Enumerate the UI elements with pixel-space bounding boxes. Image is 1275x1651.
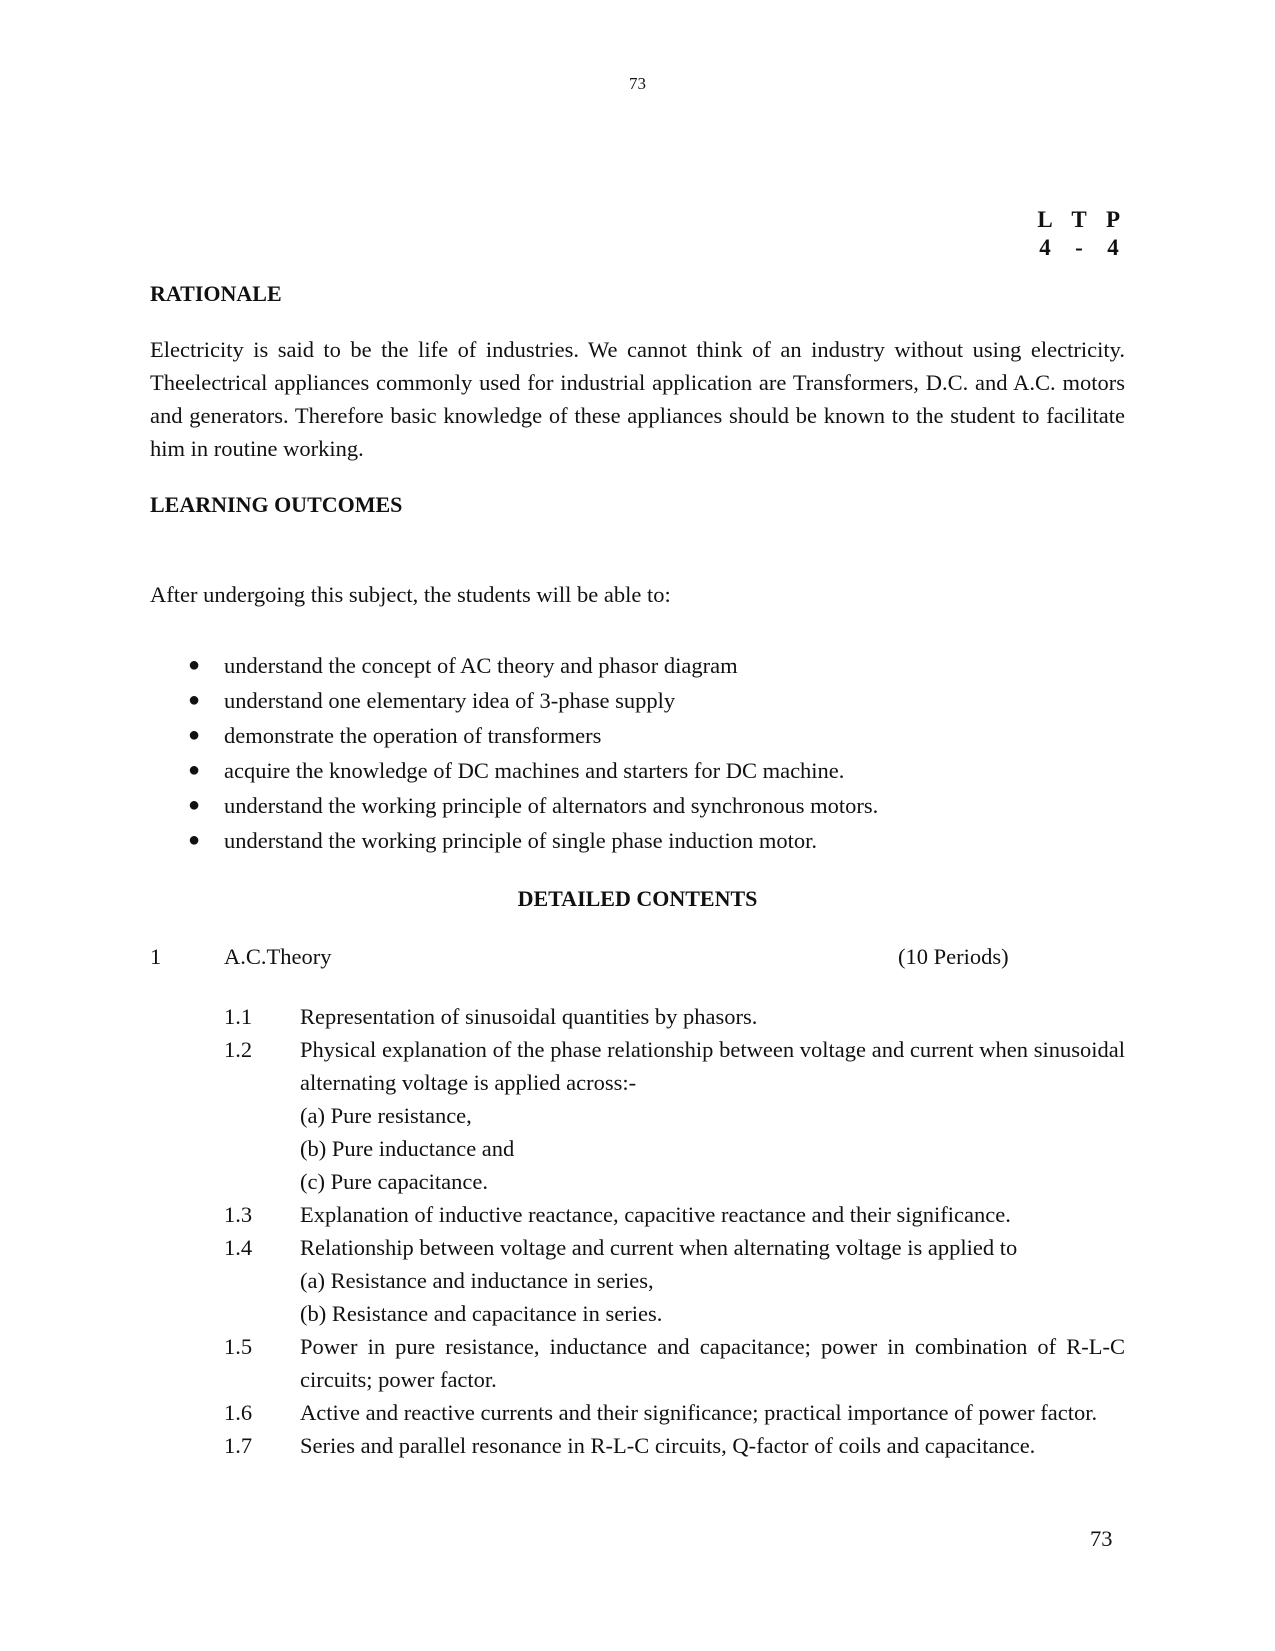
topic-text: Power in pure resistance, inductance and capacitance; power in combination of R-L-C circuits; power factor. xyxy=(300,1334,1125,1392)
topic-text: Representation of sinusoidal quantities by phasors. xyxy=(300,1004,758,1029)
list-item xyxy=(150,788,878,823)
topic-number: 1.2 xyxy=(224,1037,253,1062)
page-number-bottom: 73 xyxy=(1090,1526,1113,1551)
topic-text: Series and parallel resonance in R-L-C circuits, Q-factor of coils and capacitance. xyxy=(300,1433,1036,1458)
unit-title: A.C.Theory xyxy=(224,944,332,969)
list-item-text: understand the concept of AC theory and phasor diagram xyxy=(224,653,738,678)
topic-number: 1.5 xyxy=(224,1334,253,1359)
topic-subitem: (b) Resistance and capacitance in series. xyxy=(300,1301,663,1326)
bullet-icon: ● xyxy=(188,759,201,781)
ltp-header-t: T xyxy=(1071,207,1087,232)
topic-subitem: (a) Pure resistance, xyxy=(300,1103,472,1128)
topic-number: 1.4 xyxy=(224,1235,253,1260)
list-item-text: demonstrate the operation of transformers xyxy=(224,723,602,748)
bullet-icon: ● xyxy=(188,724,201,746)
list-item-text: understand the working principle of single phase induction motor. xyxy=(224,828,818,853)
topic-item xyxy=(224,1330,1125,1396)
topic-text: Physical explanation of the phase relationship between voltage and current when sinusoidal alternating voltage is applied across:- xyxy=(300,1037,1125,1095)
list-item xyxy=(150,683,878,718)
list-item xyxy=(150,648,878,683)
topic-item xyxy=(224,1033,1125,1198)
topic-item xyxy=(224,1429,1125,1462)
list-item-text: understand one elementary idea of 3-phase supply xyxy=(224,688,676,713)
learning-outcomes-intro: After undergoing this subject, the students will be able to: xyxy=(150,582,671,607)
topic-subitem: (b) Pure inductance and xyxy=(300,1136,515,1161)
list-item xyxy=(150,753,878,788)
bullet-icon: ● xyxy=(188,689,201,711)
topic-item xyxy=(224,1198,1125,1231)
learning-outcomes-list xyxy=(150,648,878,858)
learning-outcomes-heading: LEARNING OUTCOMES xyxy=(150,492,403,517)
ltp-header-p: P xyxy=(1105,207,1121,232)
topic-item xyxy=(224,1231,1125,1330)
topic-text: Explanation of inductive reactance, capacitive reactance and their significance. xyxy=(300,1202,1011,1227)
topic-list xyxy=(224,1000,1125,1462)
page-number-top: 73 xyxy=(629,74,646,93)
unit-periods: (10 Periods) xyxy=(898,944,1009,969)
topic-text: Relationship between voltage and current when alternating voltage is applied to xyxy=(300,1235,1018,1260)
list-item xyxy=(150,823,878,858)
topic-number: 1.1 xyxy=(224,1004,253,1029)
bullet-icon: ● xyxy=(188,654,201,676)
topic-text: Active and reactive currents and their significance; practical importance of power factor. xyxy=(300,1400,1098,1425)
topic-number: 1.6 xyxy=(224,1400,253,1425)
detailed-contents-heading: DETAILED CONTENTS xyxy=(517,886,758,911)
topic-number: 1.3 xyxy=(224,1202,253,1227)
ltp-header-row xyxy=(1028,206,1130,234)
topic-subitem: (c) Pure capacitance. xyxy=(300,1169,488,1194)
topic-item xyxy=(224,1396,1125,1429)
topic-subitem: (a) Resistance and inductance in series, xyxy=(300,1268,654,1293)
list-item xyxy=(150,718,878,753)
bullet-icon: ● xyxy=(188,829,201,851)
list-item-text: understand the working principle of alternators and synchronous motors. xyxy=(224,793,879,818)
ltp-value-p: 4 xyxy=(1107,235,1119,260)
ltp-header-l: L xyxy=(1037,207,1053,232)
topic-item xyxy=(224,1000,1125,1033)
rationale-heading: RATIONALE xyxy=(150,281,282,306)
ltp-values-row xyxy=(1028,234,1130,262)
ltp-block xyxy=(1028,206,1130,262)
ltp-value-l: 4 xyxy=(1039,235,1051,260)
topic-number: 1.7 xyxy=(224,1433,253,1458)
unit-number: 1 xyxy=(150,944,162,969)
ltp-value-t: - xyxy=(1075,235,1083,260)
list-item-text: acquire the knowledge of DC machines and starters for DC machine. xyxy=(224,758,845,783)
rationale-text: Electricity is said to be the life of industries. We cannot think of an industry without using electricity. Theelectrical appliances commonly used for industrial application are Transformers, D.C. and A.C. motors and generators. Therefore basic knowledge of these appliances should be known to the student to facilitate him in routine working. xyxy=(150,337,1125,461)
bullet-icon: ● xyxy=(188,794,201,816)
